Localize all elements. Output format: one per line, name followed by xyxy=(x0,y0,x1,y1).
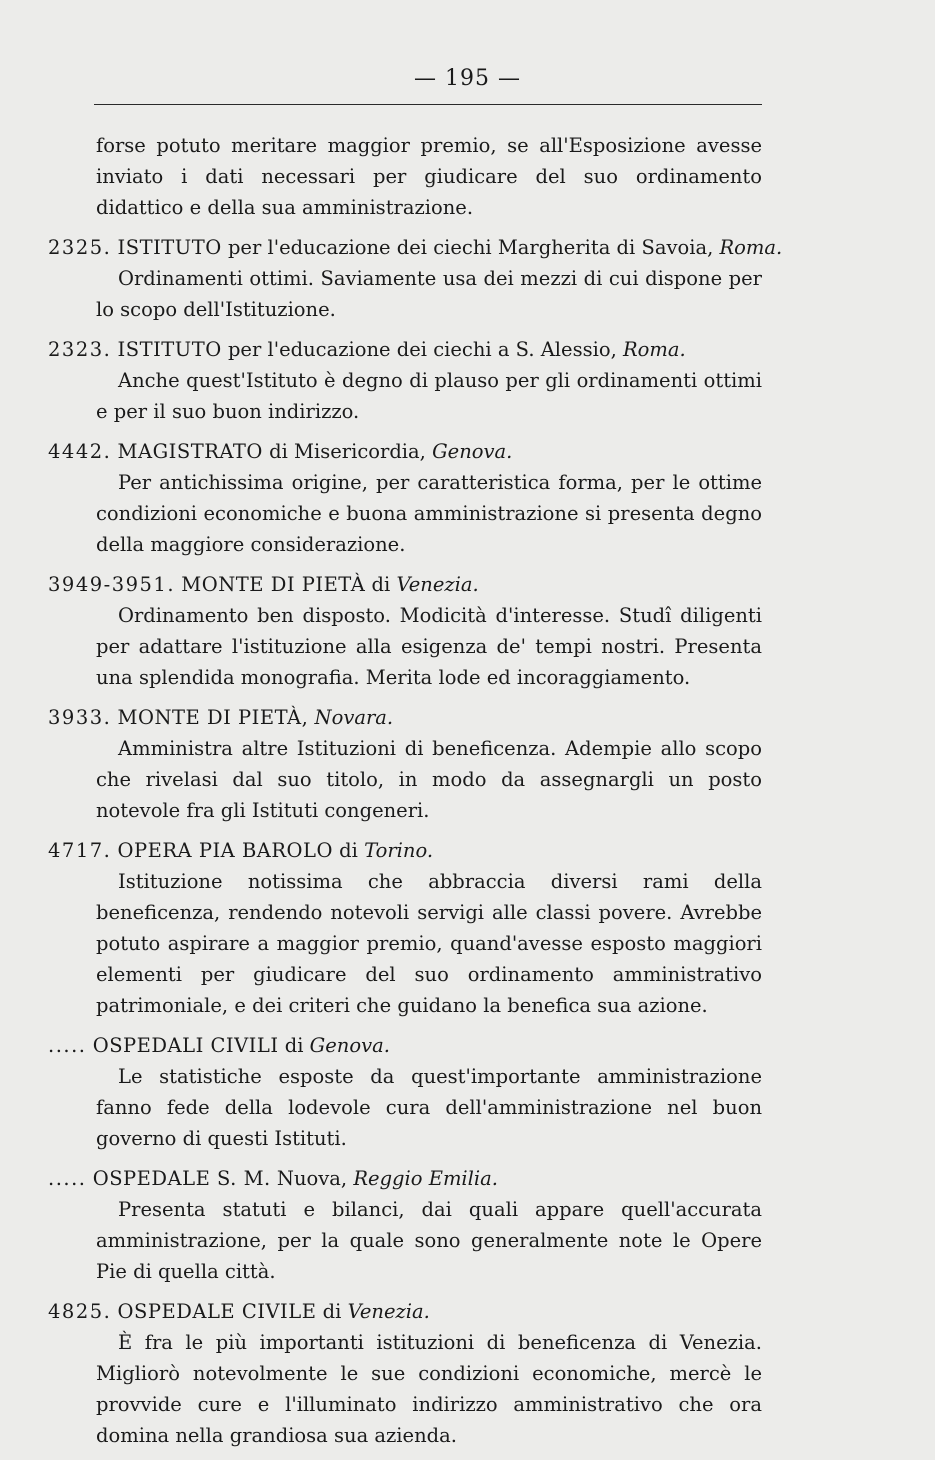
intro-paragraph: forse potuto meritare maggior premio, se all'Esposizione avesse inviato i dati necessari per giudicare del suo ordinamento didattico e della sua amministrazione. xyxy=(96,134,762,219)
list-item xyxy=(48,569,762,693)
list-item xyxy=(48,1030,762,1154)
entry-place: Venezia. xyxy=(347,1300,430,1323)
entry-place: Reggio Emilia. xyxy=(353,1167,498,1190)
entry-heading xyxy=(48,835,762,866)
entry-number: 2325. xyxy=(48,236,112,259)
entry-name: MONTE DI PIETÀ, xyxy=(117,706,309,729)
entry-number: 2323. xyxy=(48,338,112,361)
entry-place: Genova. xyxy=(309,1034,390,1057)
entry-heading xyxy=(48,334,762,365)
entry-description: di Misericordia, xyxy=(262,440,433,463)
list-item xyxy=(48,835,762,1021)
list-item xyxy=(48,334,762,427)
entry-body: Anche quest'Istituto è degno di plauso per gli ordinamenti ottimi e per il suo buon indirizzo. xyxy=(96,369,762,423)
entry-body: Le statistiche esposte da quest'importante amministrazione fanno fede della lodevole cura dell'amministrazione nel buon governo di questi Istituti. xyxy=(96,1065,762,1150)
page-content xyxy=(48,130,783,1460)
entry-description: di xyxy=(365,573,397,596)
entry-place: Roma. xyxy=(622,338,686,361)
entry-name: MAGISTRATO xyxy=(117,440,263,463)
entry-body: Ordinamento ben disposto. Modicità d'interesse. Studî diligenti per adattare l'istituzione alla esigenza de' tempi nostri. Presenta una splendida monografia. Merita lode ed incoraggiamento. xyxy=(96,604,762,689)
entry-number: 4825. xyxy=(48,1300,112,1323)
entry-heading xyxy=(48,702,762,733)
entry-heading xyxy=(48,232,783,263)
entry-name: OSPEDALE S. M. xyxy=(92,1167,271,1190)
entry-description: di xyxy=(332,839,365,862)
entry-heading xyxy=(48,1030,762,1061)
entry-heading xyxy=(48,569,762,600)
entry-body: Per antichissima origine, per caratteristica forma, per le ottime condizioni economiche e buona amministrazione si presenta degno della maggiore considerazione. xyxy=(96,471,762,556)
page-number: — 195 — xyxy=(414,66,521,91)
list-item xyxy=(48,1296,762,1451)
list-item xyxy=(48,232,783,325)
entry-name: OSPEDALE CIVILE xyxy=(117,1300,317,1323)
entry-number: 3933. xyxy=(48,706,112,729)
entry-name: OPERA PIA BAROLO xyxy=(117,839,333,862)
entry-name: ISTITUTO xyxy=(117,236,222,259)
entry-heading xyxy=(48,1163,762,1194)
entry-name: MONTE DI PIETÀ xyxy=(181,573,366,596)
list-item xyxy=(48,702,762,826)
entry-place: Novara. xyxy=(314,706,394,729)
entry-place: Venezia. xyxy=(396,573,479,596)
entry-name: OSPEDALI CIVILI xyxy=(92,1034,279,1057)
entry-place: Genova. xyxy=(432,440,513,463)
entry-place: Torino. xyxy=(364,839,434,862)
list-item xyxy=(48,1163,762,1287)
entry-body: È fra le più importanti istituzioni di beneficenza di Venezia. Migliorò notevolmente le sue condizioni economiche, mercè le provvide cure e l'illuminato indirizzo amministrativo che ora domina nella grandiosa sua azienda. xyxy=(96,1331,762,1447)
entry-number: 4717. xyxy=(48,839,112,862)
entry-description: Nuova, xyxy=(270,1167,354,1190)
entry-body: Presenta statuti e bilanci, dai quali appare quell'accurata amministrazione, per la quale sono generalmente note le Opere Pie di quella città. xyxy=(96,1198,762,1283)
entry-number: ..... xyxy=(48,1167,87,1190)
header-rule xyxy=(94,104,762,105)
entry-name: ISTITUTO xyxy=(117,338,222,361)
entry-description: di xyxy=(316,1300,348,1323)
entry-description: per l'educazione dei ciechi Margherita di Savoia, xyxy=(221,236,720,259)
entry-heading xyxy=(48,436,762,467)
entry-number: ..... xyxy=(48,1034,87,1057)
entry-place: Roma. xyxy=(719,236,783,259)
entry-description: per l'educazione dei ciechi a S. Alessio, xyxy=(221,338,623,361)
list-item xyxy=(48,436,762,560)
entry-heading xyxy=(48,1296,762,1327)
entry-description: di xyxy=(278,1034,310,1057)
entry-number: 3949-3951. xyxy=(48,573,176,596)
entry-number: 4442. xyxy=(48,440,112,463)
entry-body: Ordinamenti ottimi. Saviamente usa dei mezzi di cui dispone per lo scopo dell'Istituzione. xyxy=(96,267,762,321)
entry-body: Amministra altre Istituzioni di beneficenza. Adempie allo scopo che rivelasi dal suo titolo, in modo da assegnargli un posto notevole fra gli Istituti congeneri. xyxy=(96,737,762,822)
entry-body: Istituzione notissima che abbraccia diversi rami della beneficenza, rendendo notevoli servigi alle classi povere. Avrebbe potuto aspirare a maggior premio, quand'avesse esposto maggiori elementi per giudicare del suo ordinamento amministrativo patrimoniale, e dei criteri che guidano la benefica sua azione. xyxy=(96,870,762,1017)
